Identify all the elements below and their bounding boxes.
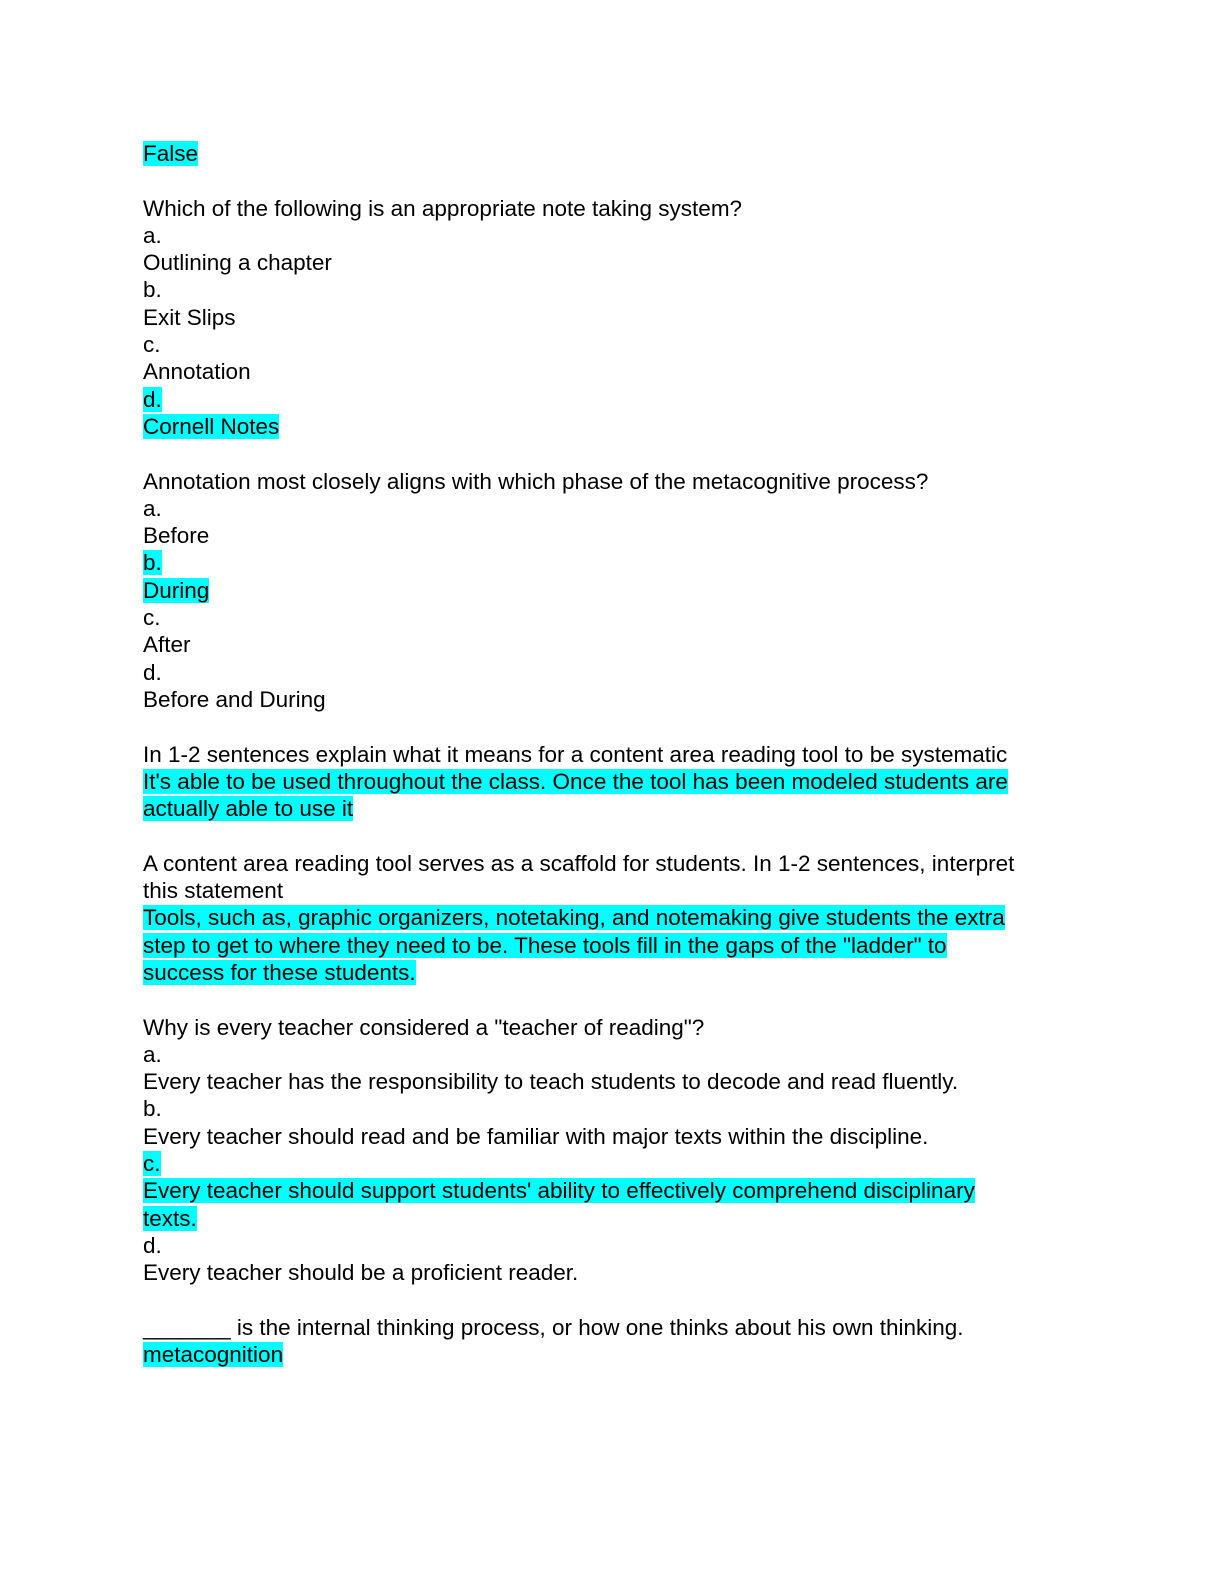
q1-option-d-text-row <box>143 413 1083 440</box>
q3-answer-line-2: actually able to use it <box>143 796 354 822</box>
q6-answer: metacognition <box>143 1342 284 1368</box>
q2-question: Annotation most closely aligns with which phase of the metacognitive process? <box>143 468 929 494</box>
spacer <box>143 713 1083 740</box>
q2-option-d-text: Before and During <box>143 686 326 712</box>
q2-option-b-letter-row <box>143 549 1083 576</box>
q2-option-b-letter: b. <box>143 550 162 576</box>
q2-option-b-text: During <box>143 577 210 603</box>
q1-option-b-letter: b. <box>143 277 162 303</box>
q1-option-a-text: Outlining a chapter <box>143 250 332 276</box>
q1-option-a-letter: a. <box>143 222 162 248</box>
q4-answer-line-2: step to get to where they need to be. These tools fill in the gaps of the "ladder" to <box>143 932 947 958</box>
q1-option-d-text: Cornell Notes <box>143 413 280 439</box>
q5-option-b-letter: b. <box>143 1096 162 1122</box>
spacer <box>143 1286 1083 1313</box>
q3-question: In 1-2 sentences explain what it means for a content area reading tool to be systematic <box>143 741 1008 767</box>
q2-option-c-text: After <box>143 632 191 658</box>
q5-option-c-letter: c. <box>143 1150 161 1176</box>
q4-answer-line-1-row <box>143 904 1083 931</box>
q6-answer-row <box>143 1341 1083 1368</box>
q1-option-d-letter: d. <box>143 386 162 412</box>
q5-question: Why is every teacher considered a "teacher of reading"? <box>143 1014 705 1040</box>
q5-option-d-letter: d. <box>143 1232 162 1258</box>
q3-answer-line-2-row <box>143 795 1083 822</box>
q5-option-c-text-line-2-row <box>143 1205 1083 1232</box>
q2-option-d-letter: d. <box>143 659 162 685</box>
q5-option-c-letter-row <box>143 1150 1083 1177</box>
q5-option-a-text: Every teacher has the responsibility to teach students to decode and read fluently. <box>143 1069 959 1095</box>
q2-option-c-letter: c. <box>143 605 161 631</box>
spacer <box>143 440 1083 467</box>
q1-option-c-letter: c. <box>143 332 161 358</box>
q3-answer-line-1: It's able to be used throughout the class. Once the tool has been modeled students are <box>143 768 1008 794</box>
q2-option-a-text: Before <box>143 523 210 549</box>
q3-answer-line-1-row <box>143 768 1083 795</box>
q4-answer-line-3: success for these students. <box>143 959 416 985</box>
q5-option-d-text: Every teacher should be a proficient reader. <box>143 1260 579 1286</box>
q4-answer-line-3-row <box>143 959 1083 986</box>
answer-false: False <box>143 141 199 166</box>
document-page <box>143 140 1083 1368</box>
q5-option-c-text-line-2: texts. <box>143 1205 197 1231</box>
q4-question-line-2: this statement <box>143 878 284 904</box>
q4-answer-line-2-row <box>143 932 1083 959</box>
q6-question: _______ is the internal thinking process, or how one thinks about his own thinking. <box>143 1314 964 1340</box>
q1-option-c-text: Annotation <box>143 359 251 385</box>
q5-option-b-text: Every teacher should read and be familiar with major texts within the discipline. <box>143 1123 929 1149</box>
q5-option-c-text-line-1-row <box>143 1177 1083 1204</box>
spacer <box>143 822 1083 849</box>
q4-answer-line-1: Tools, such as, graphic organizers, notetaking, and notemaking give students the extra <box>143 905 1005 931</box>
q1-question: Which of the following is an appropriate note taking system? <box>143 195 743 221</box>
spacer <box>143 167 1083 194</box>
q1-option-b-text: Exit Slips <box>143 304 236 330</box>
q1-option-d-letter-row <box>143 386 1083 413</box>
spacer <box>143 986 1083 1013</box>
q2-option-b-text-row <box>143 577 1083 604</box>
q4-question-line-1: A content area reading tool serves as a scaffold for students. In 1-2 sentences, interpret <box>143 850 1015 876</box>
q5-option-c-text-line-1: Every teacher should support students' ability to effectively comprehend disciplinary <box>143 1178 975 1204</box>
q2-option-a-letter: a. <box>143 495 162 521</box>
q5-option-a-letter: a. <box>143 1041 162 1067</box>
